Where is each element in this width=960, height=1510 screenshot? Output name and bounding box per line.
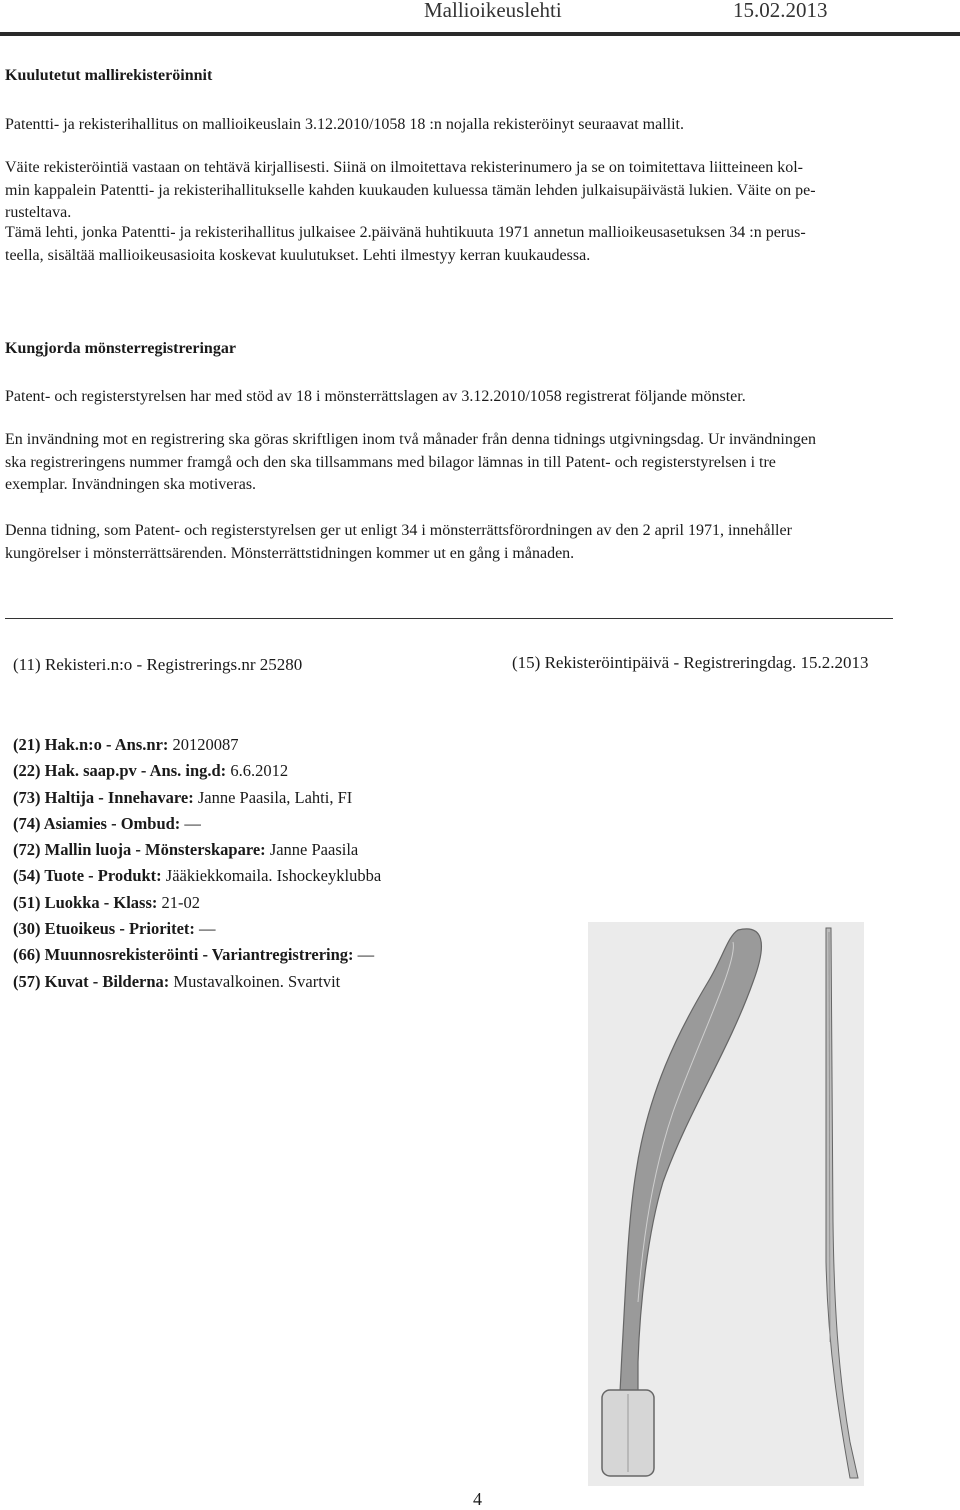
- fi-heading: Kuulutetut mallirekisteröinnit: [5, 67, 213, 84]
- field-row: (57) Kuvat - Bilderna: Mustavalkoinen. Svartvit: [13, 971, 341, 991]
- field-row: (54) Tuote - Produkt: Jääkiekkomaila. Ishockeyklubba: [13, 866, 382, 886]
- registration-date: (15) Rekisteröintipäivä - Registreringdag. 15.2.2013: [512, 653, 869, 672]
- field-row: (66) Muunnosrekisteröinti - Variantregistrering: —: [13, 945, 375, 965]
- page-number: 4: [473, 1489, 482, 1509]
- sv-paragraph-3: Denna tidning, som Patent- och registerstyrelsen ger ut enligt 34 i mönsterrättsförordningen av den 2 april 1971, innehåller kungörelser i mönsterrättsärenden. Mönsterrättstidningen kommer ut en gång i månaden.: [5, 522, 792, 562]
- field-row: (30) Etuoikeus - Prioritet: —: [13, 919, 216, 939]
- fi-paragraph-3: Tämä lehti, jonka Patentti- ja rekisterihallitus julkaisee 2.päivänä huhtikuuta 1971 annetun mallioikeusasetuksen 34 :n perus- teella, sisältää mallioikeusasioita koskevat kuulutukset. Lehti ilmestyy kerran kuukaudessa.: [5, 224, 806, 264]
- fi-paragraph-1: Patentti- ja rekisterihallitus on mallioikeuslain 3.12.2010/1058 18 :n nojalla rekisteröinyt seuraavat mallit.: [5, 116, 684, 133]
- registration-fields: [13, 732, 381, 995]
- sv-heading: Kungjorda mönsterregistreringar: [5, 340, 236, 357]
- field-row: (74) Asiamies - Ombud: —: [13, 813, 201, 833]
- field-row: (73) Haltija - Innehavare: Janne Paasila, Lahti, FI: [13, 787, 353, 807]
- publication-title: Mallioikeuslehti: [424, 0, 562, 22]
- field-row: (72) Mallin luoja - Mönsterskapare: Janne Paasila: [13, 840, 359, 860]
- section-separator: [5, 618, 893, 619]
- header-rule: [0, 32, 960, 36]
- hockey-stick-drawing: [588, 922, 864, 1486]
- page-header: [0, 0, 960, 40]
- design-drawing: [588, 922, 864, 1486]
- sv-paragraph-2: En invändning mot en registrering ska göras skriftligen inom två månader från denna tidnings utgivningsdag. Ur invändningen ska registreringens nummer framgå och den ska tillsammans med bilagor lämnas in till Patent- och registerstyrelsen i tre exemplar. Invändningen ska motiveras.: [5, 431, 816, 494]
- registration-number: (11) Rekisteri.n:o - Registrerings.nr 25280: [13, 655, 303, 674]
- field-row: (21) Hak.n:o - Ans.nr: 20120087: [13, 735, 239, 754]
- sv-paragraph-1: Patent- och registerstyrelsen har med stöd av 18 i mönsterrättslagen av 3.12.2010/1058 registrerat följande mönster.: [5, 388, 746, 405]
- field-row: (51) Luokka - Klass: 21-02: [13, 892, 201, 912]
- field-row: (22) Hak. saap.pv - Ans. ing.d: 6.6.2012: [13, 761, 289, 781]
- publication-date: 15.02.2013: [733, 0, 828, 22]
- fi-paragraph-2: Väite rekisteröintiä vastaan on tehtävä kirjallisesti. Siinä on ilmoitettava rekisterinumero ja se on toimitettava liitteineen kol- min kappalein Patentti- ja rekisterihallitukselle kahden kuukauden kuluessa tämän lehden julkaisupäivästä lukien. Väite on pe- rusteltava.: [5, 159, 816, 222]
